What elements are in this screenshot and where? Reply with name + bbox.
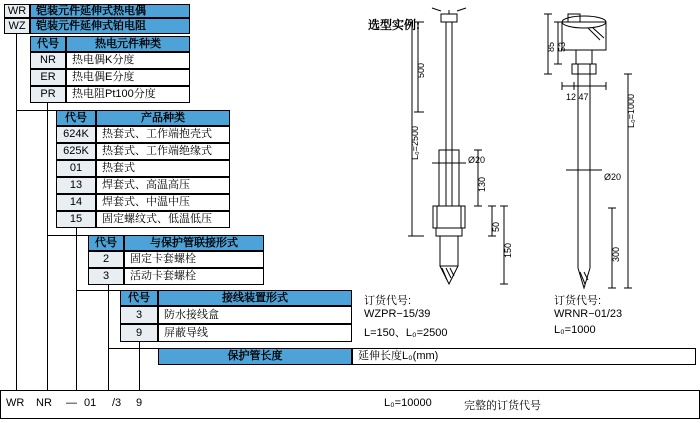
right-dim-12-47: 12 47: [566, 92, 589, 102]
right-dim-85: 85: [546, 41, 556, 52]
group-2-row-1-code: 3: [88, 268, 124, 285]
right-order-code: WRNR−01/23: [554, 308, 623, 320]
group-1-header-title: 产品种类: [96, 110, 230, 126]
right-dim-L0: L₀=1000: [626, 93, 636, 128]
left-dim-150: 150: [503, 242, 513, 258]
bottom-cell-7: L₀=10000: [384, 397, 432, 409]
series-code-1: WZ: [4, 18, 30, 34]
series-desc-1: 铠装元件延伸式铂电阻: [30, 18, 190, 34]
group-2-row-0-code: 2: [88, 251, 124, 268]
group-2-header-code: 代号: [88, 235, 124, 251]
bottom-cell-1: NR: [36, 397, 52, 409]
group-1-header-code: 代号: [56, 110, 96, 126]
bottom-cell-5: 9: [136, 397, 143, 409]
series-code-0: WR: [4, 4, 30, 18]
group-3-row-1-desc: 屏蔽导线: [158, 324, 352, 342]
right-dim-d20: Ø20: [604, 172, 622, 182]
bottom-cell-8: 完整的订货代号: [464, 400, 541, 412]
group-0-row-0-desc: 热电偶K分度: [66, 52, 190, 69]
group-1-row-3-desc: 焊套式、高温高压: [96, 177, 230, 194]
group-0-header-title: 热电元件种类: [66, 36, 190, 52]
right-dim-53: 53: [557, 41, 567, 52]
group-1-row-1-code: 625K: [56, 143, 96, 160]
right-order-label: 订货代号:: [554, 295, 602, 307]
left-order-detail: L=150、L₀=2500: [364, 327, 448, 339]
left-dim-130: 130: [477, 176, 487, 192]
bottom-cell-4: /3: [112, 397, 122, 409]
group-0-row-0-code: NR: [30, 52, 66, 69]
group-1-row-2-desc: 热套式: [96, 160, 230, 177]
group-4-header-title: 保护管长度: [158, 348, 352, 365]
right-dim-300: 300: [611, 246, 621, 262]
group-1-row-4-code: 14: [56, 194, 96, 211]
bottom-rule-top: [0, 390, 700, 391]
group-0-header-code: 代号: [30, 36, 66, 52]
right-order-detail: L₀=1000: [554, 324, 596, 336]
group-1-row-0-code: 624K: [56, 126, 96, 143]
bottom-cell-0: WR: [6, 397, 25, 409]
left-dim-50: 50: [491, 221, 501, 232]
group-1-row-3-code: 13: [56, 177, 96, 194]
left-dim-L0: L₀=2500: [410, 125, 420, 160]
group-0-row-2-desc: 热电阻Pt100分度: [66, 86, 190, 103]
group-0-row-1-desc: 热电偶E分度: [66, 69, 190, 86]
group-2-row-1-desc: 活动卡套螺栓: [124, 268, 264, 285]
group-2-header-title: 与保护管联接形式: [124, 235, 264, 251]
left-order-code: WZPR−15/39: [364, 308, 431, 320]
group-0-row-2-code: PR: [30, 86, 66, 103]
bottom-sep-0: [0, 390, 1, 418]
group-3-row-0-code: 3: [120, 306, 158, 324]
bottom-rule-bottom: [0, 418, 700, 419]
group-2-row-0-desc: 固定卡套螺栓: [124, 251, 264, 268]
series-desc-0: 铠装元件延伸式热电偶: [30, 4, 190, 18]
group-3-header-code: 代号: [120, 290, 158, 306]
group-1-row-0-desc: 热套式、工作端抱壳式: [96, 126, 230, 143]
bottom-cell-2: —: [66, 397, 77, 409]
group-1-row-5-code: 15: [56, 211, 96, 228]
group-1-row-2-code: 01: [56, 160, 96, 177]
group-1-row-1-desc: 热套式、工作端绝缘式: [96, 143, 230, 160]
left-dim-d20: Ø20: [468, 155, 486, 165]
group-3-header-title: 接线装置形式: [158, 290, 352, 306]
left-order-label: 订货代号:: [364, 295, 412, 307]
group-3-row-0-desc: 防水接线盒: [158, 306, 352, 324]
group-4-row-0-desc: 延伸长度L₀(mm): [352, 348, 696, 365]
group-1-row-5-desc: 固定螺纹式、低温低压: [96, 211, 230, 228]
left-dim-500: 500: [416, 62, 426, 78]
group-3-row-1-code: 9: [120, 324, 158, 342]
drawings-title: 选型实例:: [368, 18, 420, 32]
bottom-cell-3: 01: [84, 397, 97, 409]
group-1-row-4-desc: 焊套式、中温中压: [96, 194, 230, 211]
group-0-row-1-code: ER: [30, 69, 66, 86]
